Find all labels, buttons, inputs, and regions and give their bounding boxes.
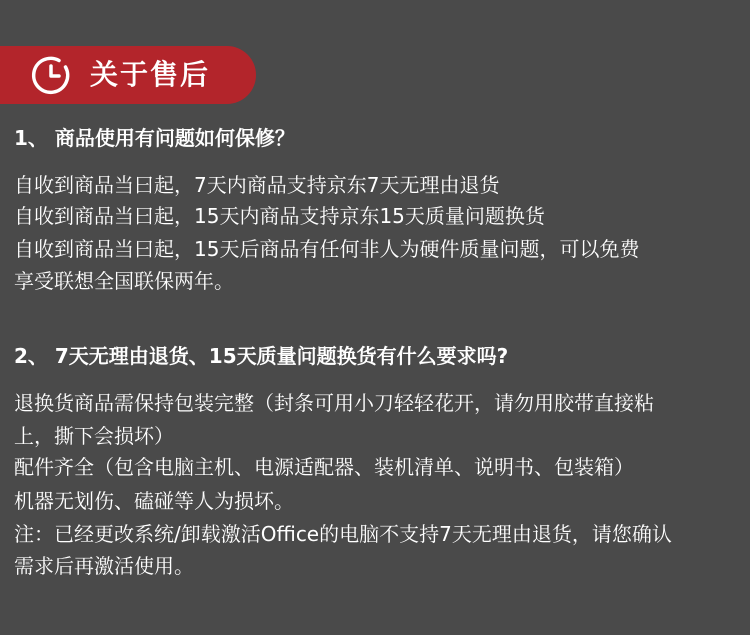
section-2-line: 需求后再激活使用。 bbox=[14, 554, 194, 578]
section-2-line: 机器无划伤、磕碰等人为损坏。 bbox=[14, 489, 294, 513]
clock-icon bbox=[30, 54, 72, 96]
section-2-line: 注：已经更改系统/卸载激活Office的电脑不支持7天无理由退货，请您确认 bbox=[14, 522, 672, 546]
section-2-line: 上，撕下会损坏） bbox=[14, 424, 174, 448]
section-1-title: 1、 商品使用有问题如何保修？ bbox=[14, 126, 295, 150]
section-2-line: 配件齐全（包含电脑主机、电源适配器、装机清单、说明书、包装箱） bbox=[14, 455, 634, 479]
section-1-line: 自收到商品当曰起，15天后商品有任何非人为硬件质量问题，可以免费 bbox=[14, 237, 640, 261]
section-header-banner bbox=[0, 46, 256, 104]
section-1-line: 自收到商品当曰起，7天内商品支持京东7天无理由退货 bbox=[14, 173, 500, 197]
section-2-title: 2、 7天无理由退货、15天质量问题换货有什么要求吗? bbox=[14, 344, 509, 368]
section-1-line: 自收到商品当曰起，15天内商品支持京东15天质量问题换货 bbox=[14, 204, 545, 228]
header-title: 关于售后 bbox=[90, 58, 211, 91]
section-1-line: 享受联想全国联保两年。 bbox=[14, 269, 234, 293]
section-2-line: 退换货商品需保持包装完整（封条可用小刀轻轻花开，请勿用胶带直接粘 bbox=[14, 391, 654, 415]
